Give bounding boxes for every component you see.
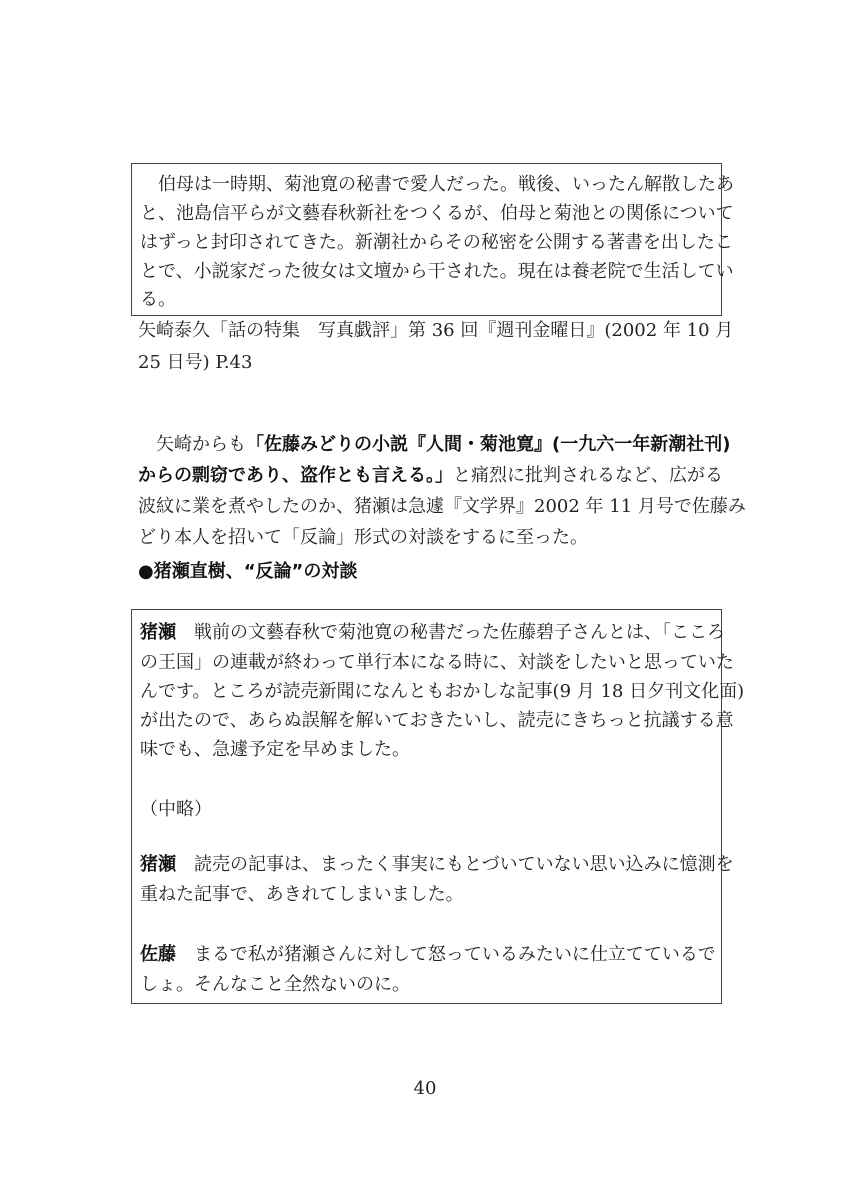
dialogue-line: 重ねた記事で、あきれてしまいました。 [140, 884, 464, 905]
speaker-name: 猪瀬 [140, 622, 176, 643]
quote-line: と、池島信平らが文藝春秋新社をつくるが、伯母と菊池との関係について [140, 203, 734, 224]
paragraph-text: と痛烈に批判されるなど、広がる [453, 465, 723, 486]
paragraph-line: どり本人を招いて「反論」形式の対談をするに至った。 [138, 527, 588, 548]
dialogue-text: まるで私が猪瀬さんに対して怒っているみたいに仕立てているで [176, 944, 716, 965]
paragraph-text: 矢崎からも [138, 434, 246, 455]
citation-line: 25 日号) P.43 [138, 352, 253, 373]
dialogue-line: が出たので、あらぬ誤解を解いておきたいし、読売にきちっと抗議する意 [140, 710, 734, 731]
paragraph-line [138, 465, 723, 487]
quoted-criticism: からの剽窃であり、盗作とも言える。」 [138, 465, 453, 486]
quote-line: とで、小説家だった彼女は文壇から干された。現在は養老院で生活してい [140, 261, 734, 282]
dialogue-text: 読売の記事は、まったく事実にもとづいていない思い込みに憶測を [176, 854, 734, 875]
dialogue-line [140, 622, 725, 644]
quoted-criticism: 「佐藤みどりの小説『人間・菊池寛』(一九六一年新潮社刊) [246, 434, 731, 455]
section-heading: ●猪瀬直樹、“反論”の対談 [138, 561, 358, 582]
dialogue-line [140, 854, 734, 876]
citation-line: 矢崎泰久「話の特集 写真戯評」第 36 回『週刊金曜日』(2002 年 10 月 [138, 320, 734, 341]
dialogue-line: んです。ところが読売新聞になんともおかしな記事(9 月 18 日夕刊文化面) [140, 681, 745, 702]
paragraph-line [138, 434, 730, 456]
dialogue-line: 味でも、急遽予定を早めました。 [140, 739, 410, 760]
dialogue-line [140, 944, 716, 966]
quote-line: はずっと封印されてきた。新潮社からその秘密を公開する著書を出したこ [140, 232, 733, 253]
paragraph-line: 波紋に業を煮やしたのか、猪瀬は急遽『文学界』2002 年 11 月号で佐藤み [138, 496, 746, 517]
dialogue-line: しょ。そんなこと全然ないのに。 [140, 974, 410, 995]
quote-line: 伯母は一時期、菊池寛の秘書で愛人だった。戦後、いったん解散したあ [140, 174, 734, 195]
speaker-name: 猪瀬 [140, 854, 176, 875]
quote-line: る。 [140, 289, 176, 310]
dialogue-text: 戦前の文藝春秋で菊池寛の秘書だった佐藤碧子さんとは、「こころ [176, 622, 725, 643]
speaker-name: 佐藤 [140, 944, 176, 965]
omitted-note: （中略） [140, 799, 212, 820]
page-number: 40 [413, 1078, 437, 1099]
dialogue-line: の王国」の連載が終わって単行本になる時に、対談をしたいと思っていた [140, 652, 734, 673]
